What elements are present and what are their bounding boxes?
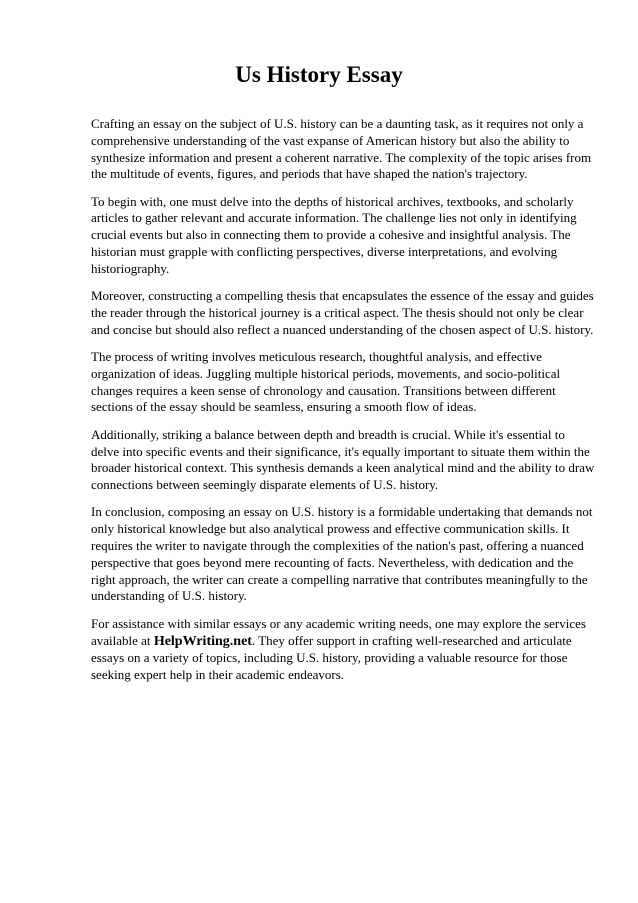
helpwriting-link[interactable]: HelpWriting.net [153,633,252,649]
paragraph-writing-process: The process of writing involves meticulous research, thoughtful analysis, and effective organization of ideas. Juggling multiple historical periods, movements, and socio-political changes requires a keen sense of chronology and causation. Transitions between different sections of the essay should be seamless, ensuring a smooth flow of ideas. [91,349,561,415]
paragraph-intro: Crafting an essay on the subject of U.S. history can be a daunting task, as it requires not only a comprehensive understanding of the vast expanse of American history but also the ability to synthesize information and present a coherent narrative. The complexity of the topic arises from the multitude of events, figures, and periods that have shaped the nation's trajectory. [91,116,592,182]
closing-text-after-link: . They offer support in crafting well-researched and articulate essays on a variety of topics, including U.S. history, providing a valuable resource for those seeking expert help in their academic endeavors. [91,632,572,683]
document-title: Us History Essay [235,62,403,87]
closing-text-before-link: For assistance with similar essays or any academic writing needs, one may explore the services available at [91,615,586,648]
paragraph-research: To begin with, one must delve into the depths of historical archives, textbooks, and scholarly articles to gather relevant and accurate information. The challenge lies not only in identifying crucial events but also in connecting them to provide a cohesive and insightful analysis. The historian must grapple with conflicting perspectives, diverse interpretations, and evolving historiography. [91,193,577,276]
paragraph-closing [91,616,596,684]
paragraph-balance: Additionally, striking a balance between depth and breadth is crucial. While it's essential to delve into specific events and their significance, it's equally important to situate them within the broader historical context. This synthesis demands a keen analytical mind and the ability to draw connections between seemingly disparate elements of U.S. history. [91,426,595,493]
paragraph-conclusion: In conclusion, composing an essay on U.S. history is a formidable undertaking that demands not only historical knowledge but also analytical prowess and effective communication skills. It requires the writer to navigate through the complexities of the nation's past, offering a nuanced perspective that goes beyond mere recounting of facts. Nevertheless, with dedication and the right approach, the writer can create a compelling narrative that contributes meaningfully to the understanding of U.S. history. [91,504,593,604]
paragraph-thesis: Moreover, constructing a compelling thesis that encapsulates the essence of the essay and guides the reader through the historical journey is a critical aspect. The thesis should not only be clear and concise but should also reflect a nuanced understanding of the chosen aspect of U.S. history. [91,288,594,337]
